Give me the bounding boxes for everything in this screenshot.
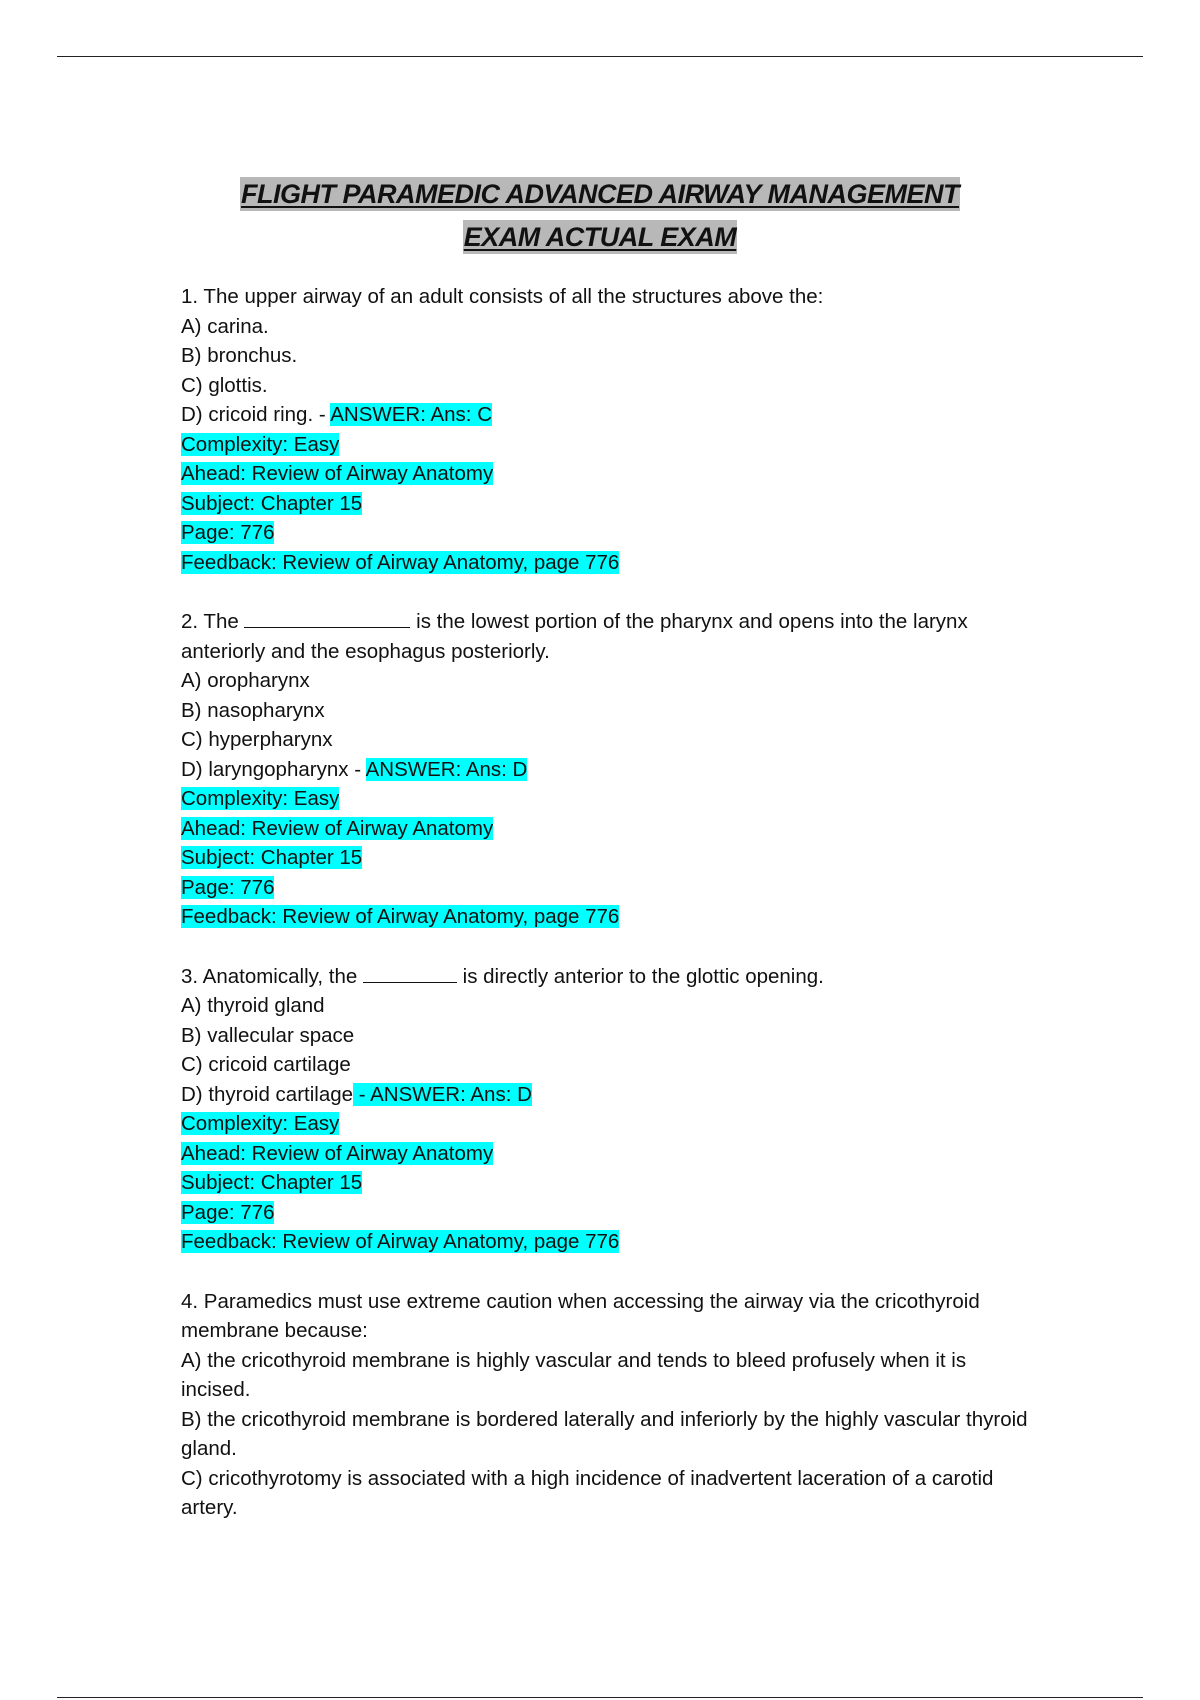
question-1 [181, 282, 1031, 577]
option-c: C) hyperpharynx [181, 728, 333, 751]
option-a: A) oropharynx [181, 669, 310, 692]
option-d [181, 1080, 1031, 1110]
meta-subject: Subject: Chapter 15 [181, 491, 363, 515]
answer-text: ANSWER: Ans: D [365, 757, 528, 781]
meta-ahead: Ahead: Review of Airway Anatomy [181, 816, 494, 840]
meta-page: Page: 776 [181, 1200, 275, 1224]
option-b: B) nasopharynx [181, 698, 325, 722]
option-b: B) bronchus. [181, 344, 298, 367]
question-stem: 4. Paramedics must use extreme caution when accessing the airway via the cricothyroid membrane because: [181, 1289, 986, 1342]
question-2 [181, 607, 1031, 932]
option-c: C) glottis. [181, 373, 268, 397]
title-line-1: FLIGHT PARAMEDIC ADVANCED AIRWAY MANAGEMENT [241, 179, 959, 209]
answer-text: ANSWER: Ans: C [330, 403, 492, 426]
question-stem: 3. Anatomically, the is directly anterior to the glottic opening. [181, 964, 824, 988]
title-line-2: EXAM ACTUAL EXAM [463, 222, 737, 252]
question-list [181, 282, 1034, 1553]
option-d-text: D) laryngopharynx - [181, 757, 366, 781]
fill-in-blank [363, 964, 457, 983]
answer-text: - ANSWER: Ans: D [353, 1082, 532, 1106]
option-d-text: D) cricoid ring. - [181, 403, 331, 426]
option-b: B) vallecular space [181, 1023, 355, 1047]
fill-in-blank [244, 609, 410, 628]
meta-feedback: Feedback: Review of Airway Anatomy, page 776 [181, 905, 620, 928]
meta-feedback: Feedback: Review of Airway Anatomy, page 776 [181, 1230, 620, 1253]
option-d [181, 400, 1031, 430]
option-b: B) the cricothyroid membrane is bordered laterally and inferiorly by the highly vascular thyroid gland. [181, 1407, 1034, 1460]
option-c: C) cricothyrotomy is associated with a high incidence of inadvertent laceration of a carotid artery. [181, 1466, 1000, 1519]
meta-page: Page: 776 [181, 521, 275, 544]
meta-complexity: Complexity: Easy [181, 432, 340, 456]
option-d-text: D) thyroid cartilage [181, 1082, 354, 1106]
meta-complexity: Complexity: Easy [181, 1112, 340, 1135]
question-4 [181, 1287, 1034, 1523]
option-c: C) cricoid cartilage [181, 1053, 351, 1076]
option-a: A) thyroid gland [181, 994, 325, 1017]
meta-subject: Subject: Chapter 15 [181, 846, 363, 869]
footer-rule [57, 1697, 1143, 1698]
document-title [0, 174, 1200, 260]
meta-complexity: Complexity: Easy [181, 787, 340, 810]
option-a: A) the cricothyroid membrane is highly vascular and tends to bleed profusely when it is incised. [181, 1348, 972, 1401]
header-rule [57, 56, 1143, 57]
meta-page: Page: 776 [181, 875, 275, 899]
meta-subject: Subject: Chapter 15 [181, 1171, 363, 1194]
option-d [181, 755, 1031, 785]
meta-feedback: Feedback: Review of Airway Anatomy, page 776 [181, 550, 620, 574]
meta-ahead: Ahead: Review of Airway Anatomy [181, 462, 494, 485]
question-3 [181, 962, 1031, 1257]
question-stem: 1. The upper airway of an adult consists of all the structures above the: [181, 285, 824, 308]
option-a: A) carina. [181, 314, 269, 338]
meta-ahead: Ahead: Review of Airway Anatomy [181, 1141, 494, 1165]
question-stem: 2. The is the lowest portion of the pharynx and opens into the larynx anteriorly and the esophagus posteriorly. [181, 610, 974, 663]
